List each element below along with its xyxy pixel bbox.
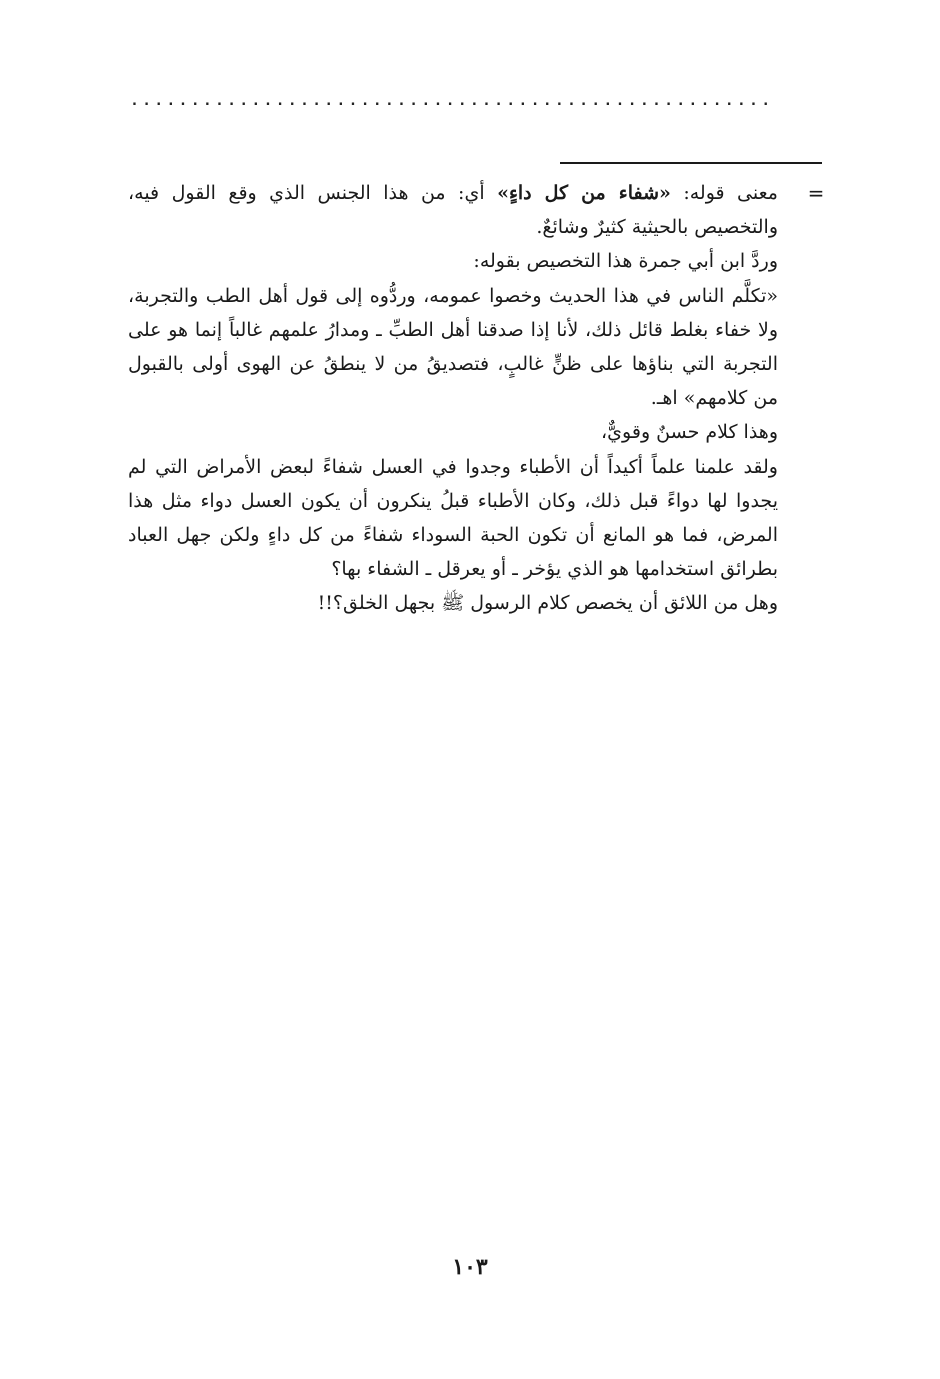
footnote-p1-lead: معنى قوله:	[670, 182, 778, 204]
footnote-paragraph-1	[128, 176, 778, 244]
hadith-quote: «شفاء من كل داءٍ»	[497, 182, 671, 204]
footnote-paragraph-5: ولقد علمنا علماً أكيداً أن الأطباء وجدوا في العسل شفاءً لبعض الأمراض التي لم يجدوا لها دواءً قبل ذلك، وكان الأطباء قبلُ ينكرون أن يكون العسل دواء مثل هذا المرض، فما هو المانع أن تكون الحبة السوداء شفاءً من كل داءٍ ولكن جهل العباد بطرائق استخدامها هو الذي يؤخر ـ أو يعرقل ـ الشفاء بها؟	[128, 455, 778, 581]
footnote-p1-rest: أي: من هذا الجنس الذي وقع القول فيه، والتخصيص بالحيثية كثيرٌ وشائعٌ.	[128, 182, 778, 239]
dotted-separator: .....................................................	[132, 94, 776, 109]
footnote-paragraph-3: «تكلَّم الناس في هذا الحديث وخصوا عمومه، وردُّوه إلى قول أهل الطب والتجربة، ولا خفاء بغلط قائل ذلك، لأنا إذا صدقنا أهل الطبِّ ـ ومدارُ علمهم غالباً إنما هو على التجربة التي بناؤها على ظنٍّ غالبٍ، فتصديقُ من لا ينطقُ عن الهوى أولى بالقبول من كلامهم» اهـ.	[128, 284, 779, 410]
footnote-paragraph-2: وردَّ ابن أبي جمرة هذا التخصيص بقوله:	[473, 250, 778, 273]
footnote-text	[128, 176, 778, 621]
footnote-continuation-mark: =	[807, 181, 825, 205]
page-number: ١٠٣	[452, 1254, 488, 1280]
footnote-rule	[560, 162, 822, 164]
footnote-paragraph-6: وهل من اللائق أن يخصص كلام الرسول ﷺ بجهل الخلق؟!!	[317, 592, 778, 615]
footnote-paragraph-4: وهذا كلام حسنٌ وقويٌّ،	[601, 421, 778, 444]
